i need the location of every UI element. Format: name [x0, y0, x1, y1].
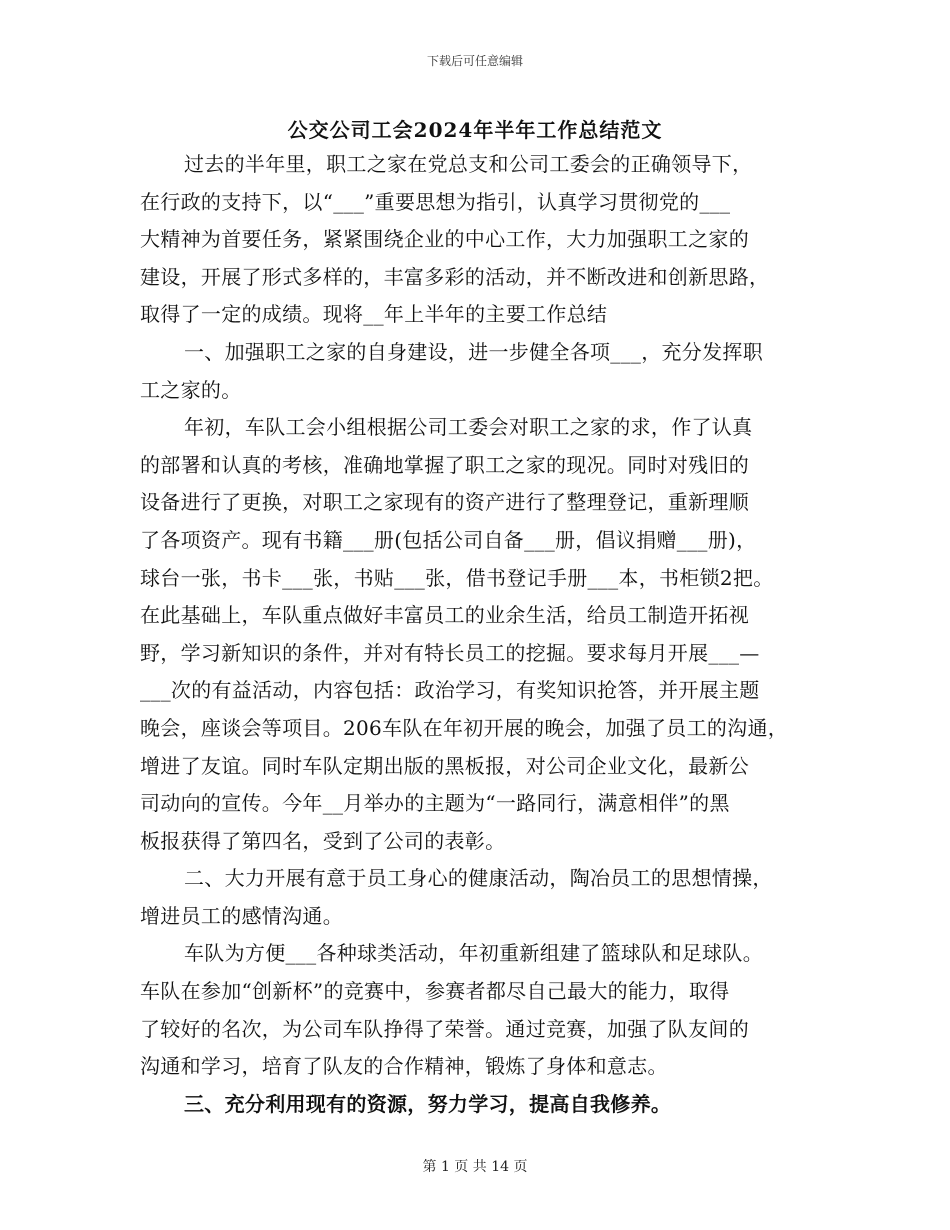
text-line: 工之家的。: [140, 377, 242, 402]
text-line: 在此基础上，车队重点做好丰富员工的业余生活，给员工制造开拓视: [140, 603, 749, 628]
text-line: 建设，开展了形式多样的，丰富多彩的活动，并不断改进和创新思路，: [140, 264, 770, 289]
text-line: 车队为方便___各种球类活动，年初重新组建了篮球队和足球队。: [184, 941, 763, 966]
text-line: 一、加强职工之家的自身建设，进一步健全各项___，充分发挥职: [184, 339, 763, 364]
text-line: 野，学习新知识的条件，并对有特长员工的挖掘。要求每月开展___—: [140, 640, 760, 665]
text-line: 了较好的名次，为公司车队挣得了荣誉。通过竞赛，加强了队友间的: [140, 1016, 749, 1041]
text-line: 年初，车队工会小组根据公司工委会对职工之家的求，作了认真: [184, 415, 753, 440]
text-line: 了各项资产。现有书籍___册(包括公司自备___册，倡议捐赠___册)，: [140, 527, 757, 552]
text-line: 大精神为首要任务，紧紧围绕企业的中心工作，大力加强职工之家的: [140, 227, 749, 252]
text-line: 的部署和认真的考核，准确地掌握了职工之家的现况。同时对残旧的: [140, 452, 749, 477]
header-note: 下载后可任意编辑: [426, 54, 523, 68]
text-line: 二、大力开展有意于员工身心的健康活动，陶冶员工的思想情操，: [184, 866, 773, 891]
text-line: 三、充分利用现有的资源，努力学习，提高自我修养。: [184, 1091, 672, 1116]
text-line: 增进了友谊。同时车队定期出版的黑板报，对公司企业文化，最新公: [140, 753, 749, 778]
text-line: 增进员工的感情沟通。: [140, 903, 343, 928]
text-line: 司动向的宣传。今年__月举办的主题为“一路同行，满意相伴”的黑: [140, 791, 730, 816]
text-line: 球台一张，书卡___张，书贴___张，借书登记手册___本，书柜锁2把。: [140, 565, 774, 590]
text-line: 沟通和学习，培育了队友的合作精神，锻炼了身体和意志。: [140, 1054, 668, 1079]
text-line: 设备进行了更换，对职工之家现有的资产进行了整理登记，重新理顺: [140, 490, 749, 515]
document-body: [140, 146, 825, 1123]
page-footer: 第 1 页 共 14 页: [422, 1159, 528, 1175]
text-line: 车队在参加“创新杯”的竞赛中，参赛者都尽自己最大的能力，取得: [140, 979, 730, 1004]
page-title: 公交公司工会2024年半年工作总结范文: [287, 118, 663, 142]
text-line: 在行政的支持下，以“___”重要思想为指引，认真学习贯彻党的___: [140, 189, 731, 214]
text-line: 过去的半年里，职工之家在党总支和公司工委会的正确领导下，: [184, 152, 753, 176]
text-line: 板报获得了第四名，受到了公司的表彰。: [140, 828, 506, 853]
text-line: ___次的有益活动，内容包括：政治学习，有奖知识抢答，并开展主题: [140, 678, 760, 703]
text-line: 取得了一定的成绩。现将__年上半年的主要工作总结: [140, 302, 608, 327]
text-line: 晚会，座谈会等项目。206车队在年初开展的晚会，加强了员工的沟通，: [140, 715, 789, 740]
